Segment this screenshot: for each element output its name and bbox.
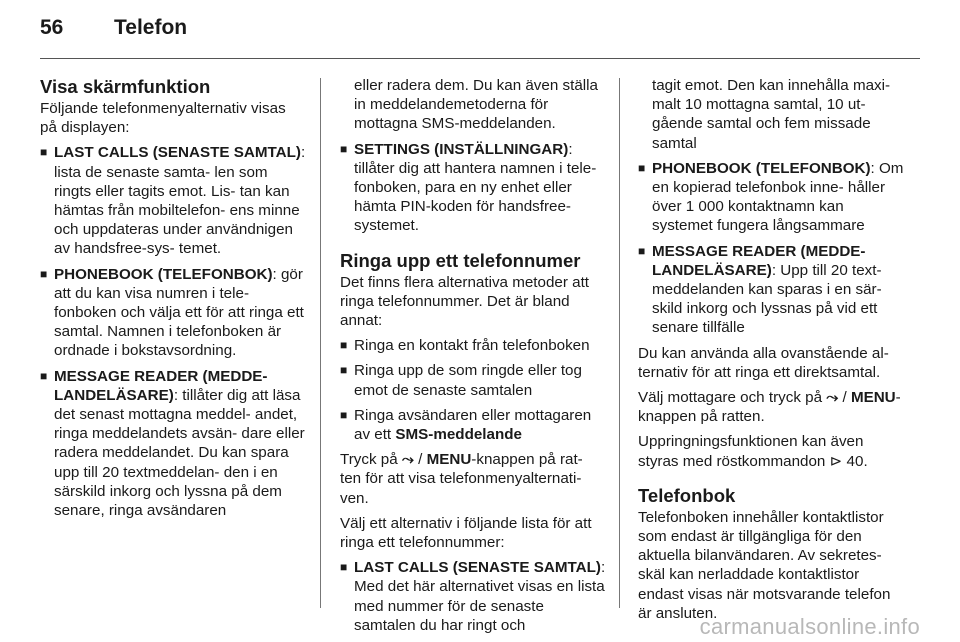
list-item [638, 159, 904, 236]
menu-option-desc: : tillåter dig att hantera namnen i tele- fonboken, para en ny enhet eller hämta PIN-koden för handsfree- systemet. [354, 140, 597, 235]
column-divider [320, 78, 321, 608]
column-divider [619, 78, 620, 608]
paragraph: Följande telefonmenyalternativ visas på displayen: [40, 100, 286, 137]
section-heading: Telefonbok [638, 484, 736, 506]
list-item [40, 265, 306, 361]
list-item [340, 558, 606, 635]
column-2 [340, 76, 606, 641]
menu-option-desc: : gör att du kan visa numren i tele- fonboken och välja ett för att ringa ett samtal. Namnen i telefonboken är ordnade i bokstavsordning. [54, 265, 304, 360]
paragraph [340, 450, 606, 508]
menu-option-desc: tagit emot. Den kan innehålla maxi- malt 10 mottagna samtal, 10 ut- gående samtal och fem missade samtal [652, 77, 891, 152]
text: Tryck på [340, 451, 402, 469]
list-item-continued [638, 76, 904, 153]
list-item-continued [340, 76, 606, 134]
menu-option-name: SETTINGS (INSTÄLLNINGAR) [354, 140, 569, 158]
list-item: ■ Ringa en kontakt från telefonboken [340, 336, 606, 355]
page-number: 56 [40, 16, 64, 39]
column-3 [638, 76, 904, 629]
page-header [40, 16, 187, 40]
menu-option-desc: : lista de senaste samta- len som ringts eller tagits emot. Lis- tan kan hämtas från mobiltelefon- ens minne och uppdateras under användnigen av handsfree-sys- temet. [54, 144, 306, 258]
text: / [838, 389, 851, 407]
paragraph [638, 388, 904, 426]
phone-icon: ⤳ [826, 389, 839, 407]
section-heading: Visa skärmfunktion [40, 76, 211, 97]
list-item-text: Ringa avsändaren eller mottagaren av ett [354, 406, 592, 444]
menu-label: MENU [850, 389, 896, 407]
menu-option-name: MESSAGE READER (MEDDE- LANDELÄSARE) [54, 367, 268, 404]
paragraph: Telefonboken innehåller kontaktlistor som endast är tillgängliga för den aktuella bilanvändaren. Av sekretes- skäl kan nerladdade kontaktlistor endast visas när motsvarande telefon är ansluten. [638, 508, 891, 622]
menu-option-name: PHONEBOOK (TELEFONBOK) [54, 265, 273, 283]
menu-option-desc: eller radera dem. Du kan även ställa in meddelandemetoderna för mottagna SMS-meddelanden. [354, 77, 598, 133]
menu-option-name: PHONEBOOK (TELEFONBOK) [652, 159, 871, 177]
paragraph: Du kan använda alla ovanstående al- ternativ för att ringa ett direktsamtal. [638, 344, 889, 381]
list-item [40, 367, 306, 521]
text: -knappen på ratten. [638, 389, 901, 426]
text: Välj mottagare och tryck på [638, 389, 827, 407]
phone-icon: ⤳ [401, 451, 414, 469]
list-item [638, 242, 904, 338]
text: / [413, 451, 427, 469]
paragraph: Det finns flera alternativa metoder att ringa telefonnummer. Det är bland annat: [340, 273, 590, 330]
chapter-title: Telefon [114, 16, 188, 39]
paragraph: Välj ett alternativ i följande lista för att ringa ett telefonnummer: [340, 514, 592, 552]
menu-option-desc: : Med det här alternativet visas en lista med nummer för de senaste samtalen du har ringt och [354, 559, 606, 634]
menu-label: MENU [426, 451, 472, 469]
sms-label: SMS-meddelande [395, 426, 522, 444]
watermark: carmanualsonline.info [699, 614, 920, 639]
menu-option-name: LAST CALLS (SENASTE SAMTAL) [354, 559, 601, 577]
list-item [40, 143, 306, 258]
list-item [340, 140, 606, 236]
menu-option-desc: : tillåter dig att läsa det senast mottagna meddel- andet, ringa meddelandets avsän- dare eller radera meddelandet. Du kan spara upp till 20 textmeddelan- den i en särskild inkorg och lyssna på dem senare, ringa avsändaren [54, 386, 305, 520]
menu-option-name: LAST CALLS (SENASTE SAMTAL) [54, 144, 301, 162]
text: Uppringningsfunktionen kan även styras med röstkommandon [638, 433, 864, 470]
list-item [340, 406, 606, 444]
list-item: ■ Ringa upp de som ringde eller tog emot de senaste samtalen [340, 361, 606, 399]
paragraph [638, 432, 904, 470]
column-1 [40, 76, 306, 526]
menu-option-name: MESSAGE READER (MEDDE- LANDELÄSARE) [652, 242, 866, 279]
page-reference: ⊳ 40. [829, 452, 868, 470]
menu-option-desc: : Om en kopierad telefonbok inne- håller över 1 000 kontaktnamn kan systemet fungera långsammare [652, 159, 904, 235]
header-rule [40, 58, 920, 59]
section-heading: Ringa upp ett telefonnumer [340, 249, 581, 271]
text: -knappen på rat- ten för att visa telefonmenyalternati- ven. [340, 451, 583, 507]
menu-option-desc: : Upp till 20 text- meddelanden kan sparas i en sär- skild inkorg och lyssnas på vid ett senare tillfälle [652, 261, 882, 337]
